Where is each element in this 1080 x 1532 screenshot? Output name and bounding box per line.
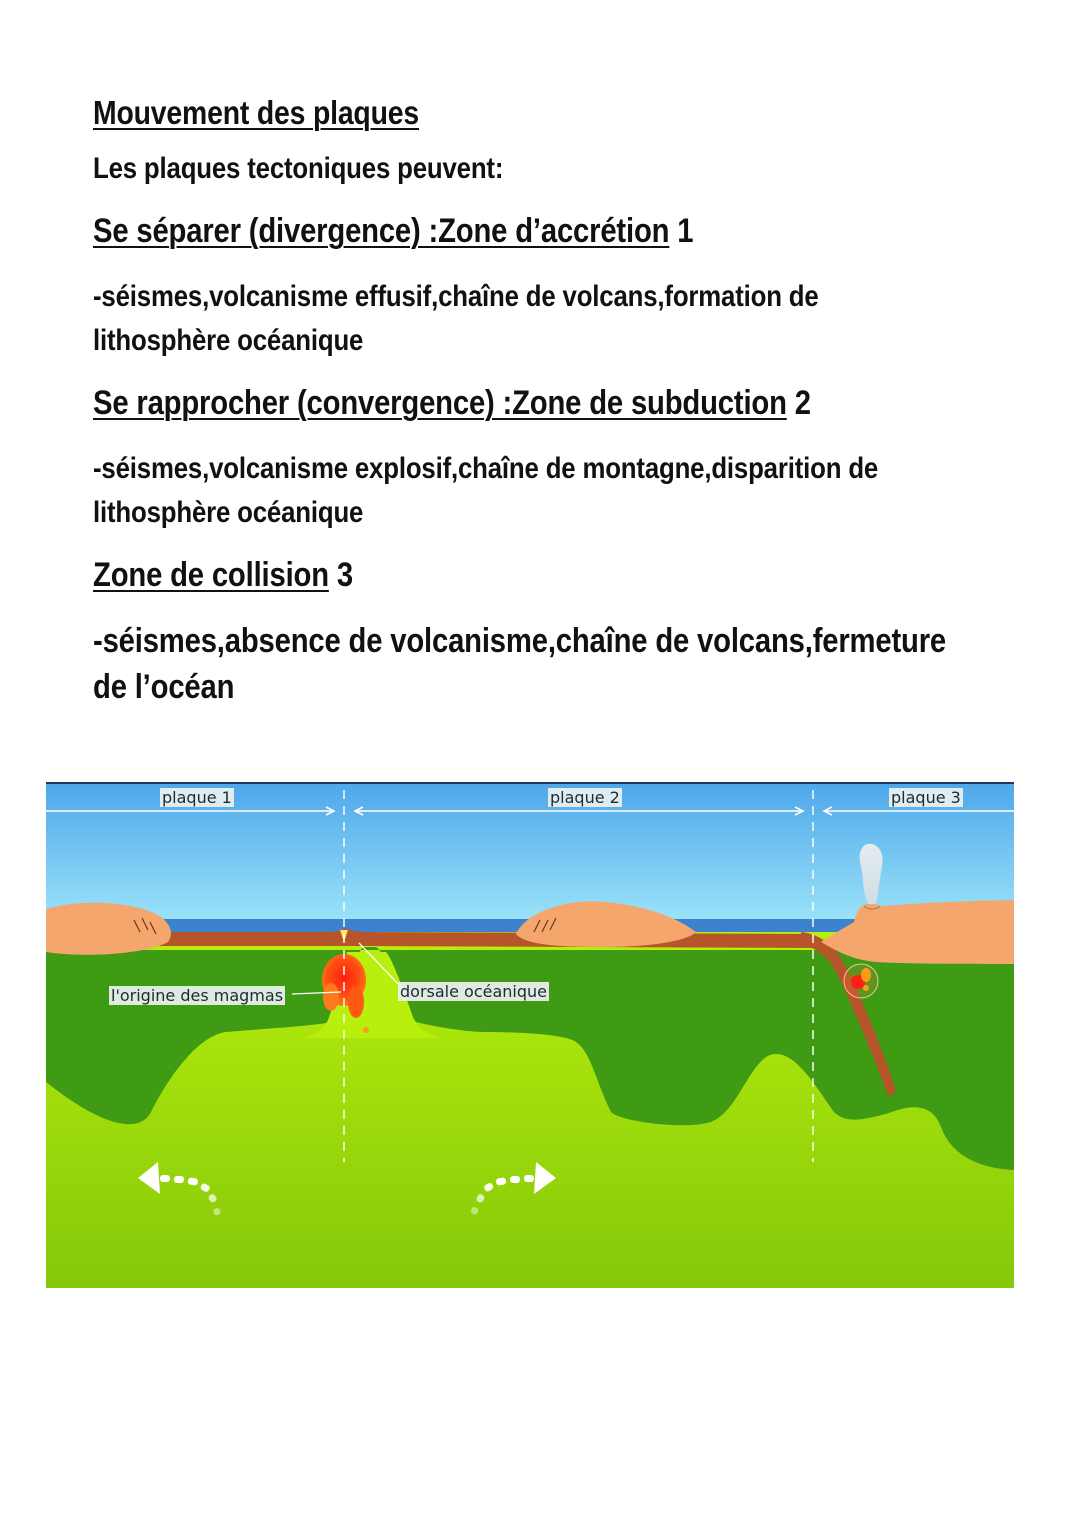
section-heading-convergence (93, 384, 811, 423)
section-body-line: -séismes,volcanisme explosif,chaîne de montagne,disparition de (93, 452, 879, 485)
section-body-line: lithosphère océanique (93, 324, 364, 357)
section-number: 2 (786, 384, 811, 422)
section-heading-text: Se séparer (divergence) :Zone d’accrétion (93, 212, 670, 250)
plate-label-3: plaque 3 (891, 788, 961, 807)
plate-label-1: plaque 1 (162, 788, 232, 807)
section-body-line: de l’océan (93, 668, 235, 706)
intro-text: Les plaques tectoniques peuvent: (93, 152, 504, 185)
magma-origin-label: l'origine des magmas (111, 986, 284, 1005)
subduction-magma (844, 964, 878, 998)
section-heading-text: Zone de collision (93, 556, 329, 594)
section-body-line: -séismes,absence de volcanisme,chaîne de volcans,fermeture (93, 622, 947, 660)
diagram-illustration (46, 782, 1014, 1288)
page-title: Mouvement des plaques (93, 94, 419, 131)
section-heading-text: Se rapprocher (convergence) :Zone de subduction (93, 384, 787, 422)
plate-label-2: plaque 2 (550, 788, 620, 807)
ridge-label: dorsale océanique (400, 982, 547, 1001)
section-body-line: -séismes,volcanisme effusif,chaîne de volcans,formation de (93, 280, 819, 313)
section-heading-collision (93, 556, 353, 595)
section-number: 1 (669, 212, 694, 250)
section-number: 3 (328, 556, 353, 594)
section-body-line: lithosphère océanique (93, 496, 364, 529)
plate-tectonics-diagram (46, 782, 1014, 1288)
section-heading-divergence (93, 212, 693, 251)
